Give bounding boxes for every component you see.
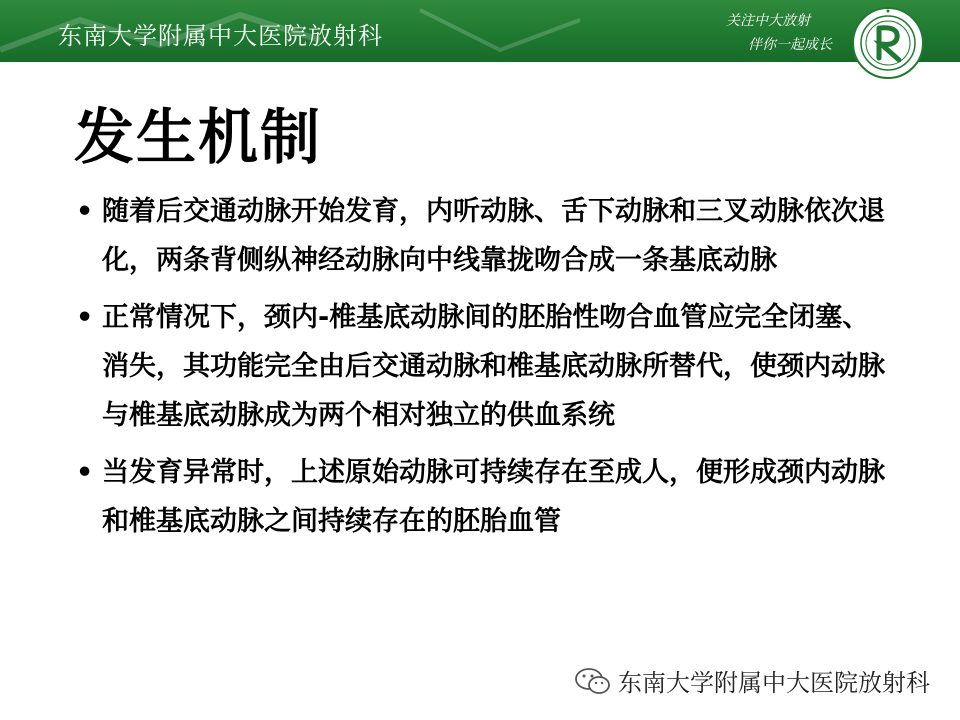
- bullet-item: • 当发育异常时，上述原始动脉可持续存在至成人，便形成颈内动脉和椎基底动脉之间持续存在的胚胎血管: [76, 448, 896, 546]
- slogan-line-1: 关注中大放射: [726, 13, 810, 29]
- slogan-line-2: 伴你一起成长: [748, 37, 832, 53]
- header-title: 东南大学附属中大医院放射科: [58, 22, 383, 50]
- wechat-icon: [574, 666, 612, 696]
- slide-title: 发生机制: [74, 103, 322, 173]
- bullet-item: • 随着后交通动脉开始发育，内听动脉、舌下动脉和三叉动脉依次退化，两条背侧纵神经动脉向中线靠拢吻合成一条基底动脉: [76, 187, 896, 285]
- watermark: [574, 663, 930, 698]
- bullet-list: [76, 187, 896, 554]
- header-banner: [0, 0, 960, 62]
- watermark-text: 东南大学附属中大医院放射科: [618, 669, 930, 697]
- hospital-seal-icon: [851, 6, 925, 80]
- bullet-item: • 正常情况下，颈内-椎基底动脉间的胚胎性吻合血管应完全闭塞、消失，其功能完全由后交通动脉和椎基底动脉所替代，使颈内动脉与椎基底动脉成为两个相对独立的供血系统: [76, 293, 896, 440]
